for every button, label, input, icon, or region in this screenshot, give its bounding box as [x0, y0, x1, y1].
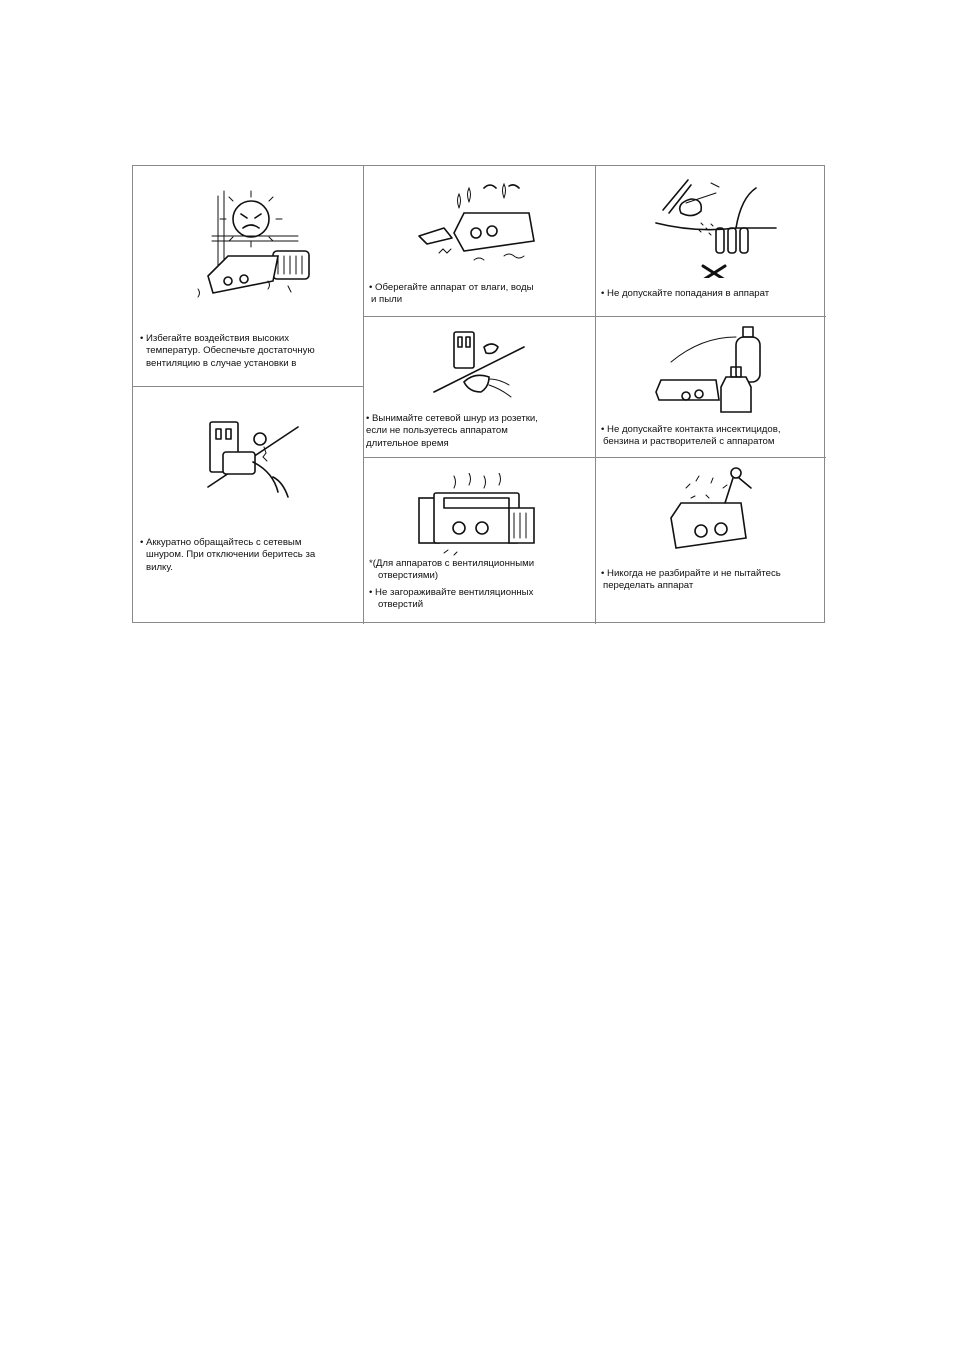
cell-foreign	[596, 166, 826, 316]
sun-heat-illustration	[188, 181, 318, 306]
disassembly-illustration	[661, 463, 761, 563]
disassemble-caption: • Никогда не разбирайте и не пытайтесь переделать аппарат	[601, 568, 781, 592]
moisture-caption: • Оберегайте аппарат от влаги, воды и пыли	[369, 282, 534, 306]
cell-unplug	[364, 317, 595, 457]
foreign-objects-illustration	[651, 178, 781, 278]
vent-caption: *(Для аппаратов с вентиляционными отверстиями) • Не загораживайте вентиляционных отверстий	[369, 558, 535, 611]
foreign-caption: • Не допускайте попадания в аппарат	[601, 288, 770, 299]
unplug-illustration	[429, 327, 529, 407]
cord-handling-illustration	[198, 407, 308, 507]
unplug-caption: • Вынимайте сетевой шнур из розетки, если не пользуетесь аппаратом длительное время	[366, 413, 538, 449]
chemicals-illustration	[651, 322, 781, 422]
chemicals-caption: • Не допускайте контакта инсектицидов, бензина и растворителей с аппаратом	[601, 424, 781, 448]
precautions-table	[132, 165, 825, 623]
cord-caption: • Аккуратно обращайтесь с сетевым шнуром. При отключении беритесь за вилку.	[140, 537, 316, 573]
cell-disassemble	[596, 458, 826, 624]
cell-chemicals	[596, 317, 826, 457]
cell-cord	[133, 387, 363, 624]
cell-vent	[364, 458, 595, 624]
ventilation-illustration	[414, 473, 544, 563]
cell-moisture	[364, 166, 595, 316]
cell-heat	[133, 166, 363, 386]
heat-caption: • Избегайте воздействия высоких температур. Обеспечьте достаточную вентиляцию в случае установки в	[140, 333, 315, 369]
water-dust-illustration	[414, 178, 544, 273]
